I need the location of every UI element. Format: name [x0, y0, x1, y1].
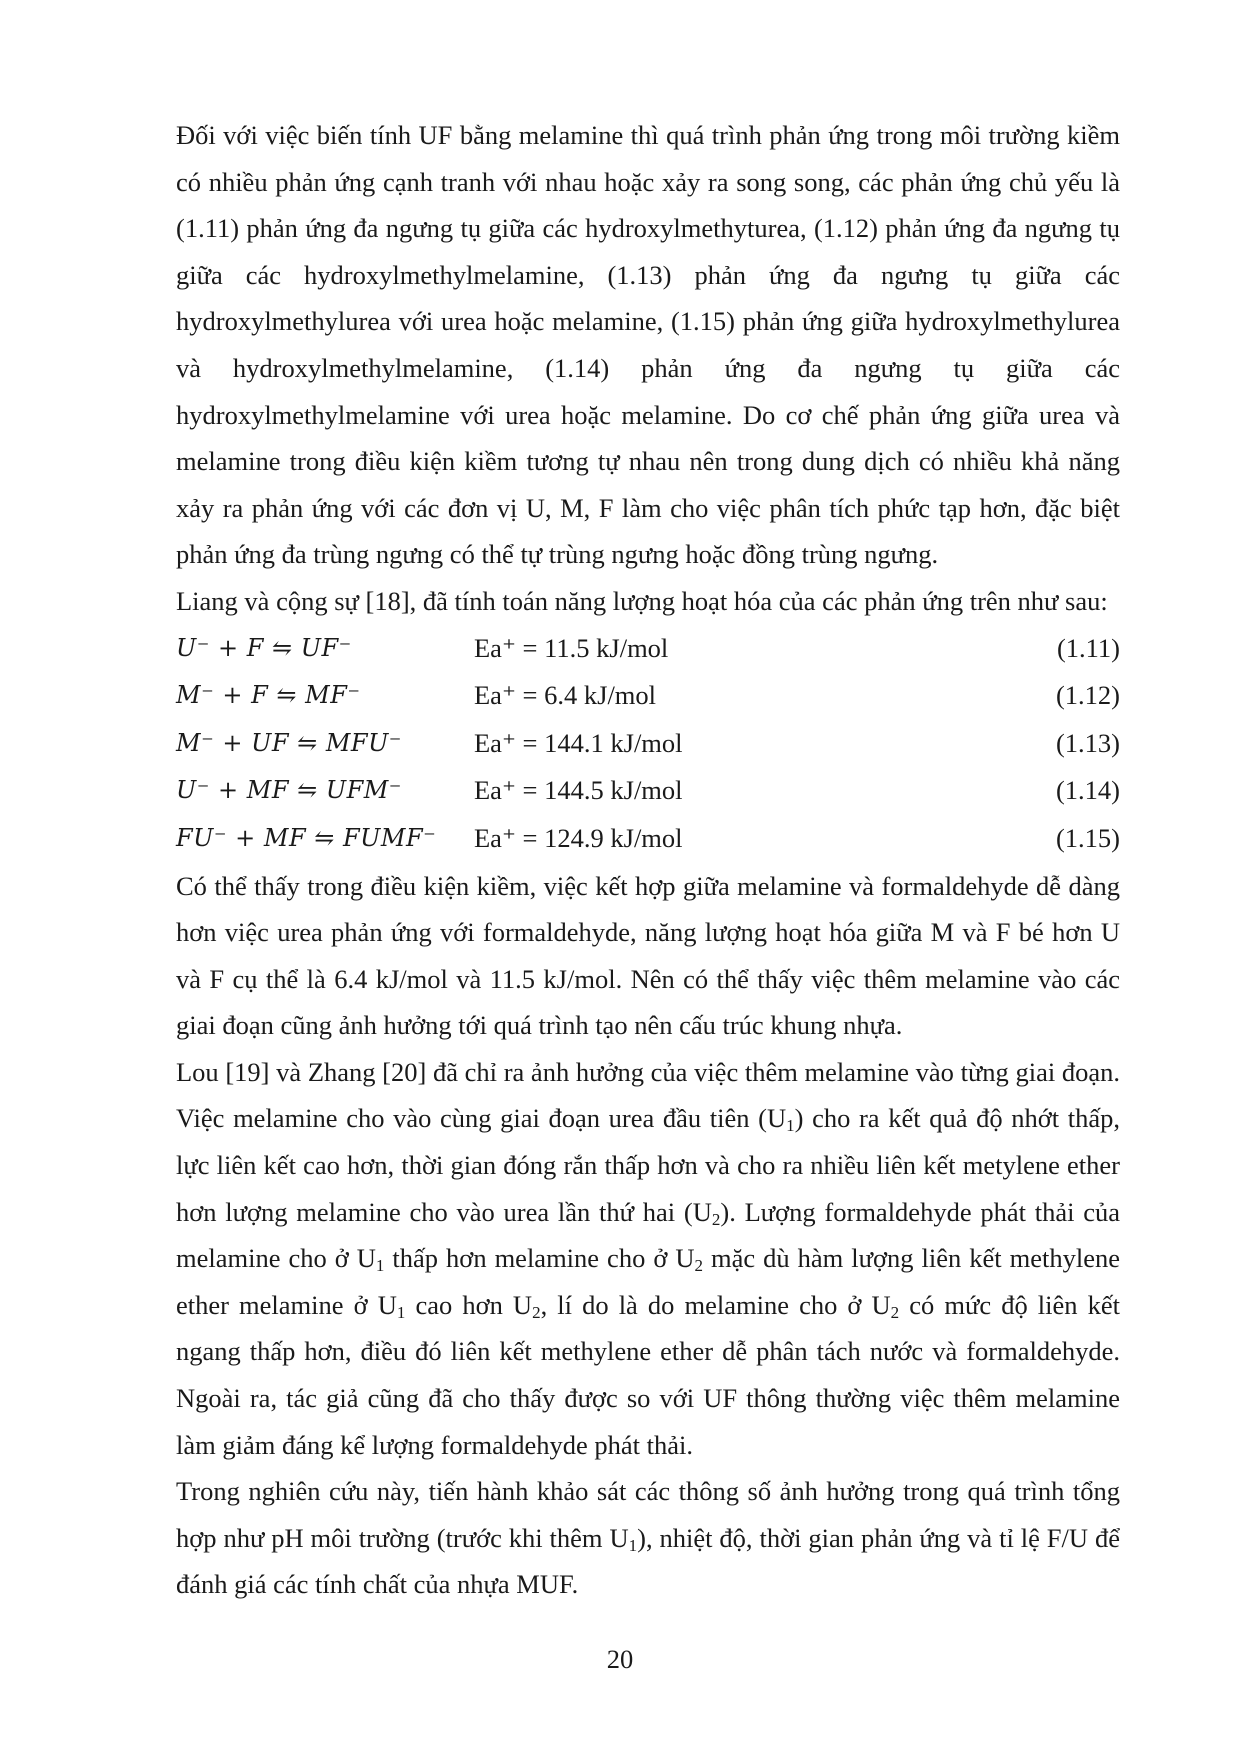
equation-formula: U⁻ + MF ⇋ UFM⁻	[176, 776, 402, 805]
equation-list	[176, 625, 1120, 863]
text-run: ) cho ra kết quả độ nhớt thấp, lực liên kết cao hơn, thời gian đóng rắn thấp hơn và cho ra nhiều liên kết metylene ether hơn lượng melamine cho vào urea lần thứ hai (U	[176, 1103, 1121, 1227]
equation-formula: FU⁻ + MF ⇋ FUMF⁻	[176, 823, 437, 852]
paragraph-liang-intro: Liang và cộng sự [18], đã tính toán năng lượng hoạt hóa của các phản ứng trên như sau:	[176, 585, 1108, 616]
equation-number: (1.11)	[1056, 632, 1120, 663]
equation-number: (1.15)	[1055, 822, 1120, 853]
equation-row	[176, 720, 1120, 768]
subscript: 2	[694, 1256, 703, 1276]
text-run: , lí do là do melamine cho ở U	[540, 1289, 891, 1320]
text-run: cao hơn U	[405, 1289, 533, 1320]
text-run: mặc dù hàm lượng liên kết methylene ether melamine ở U	[176, 1243, 1120, 1320]
page-number: 20	[606, 1644, 634, 1674]
paragraph-this-study	[176, 1468, 1120, 1608]
subscript: 1	[375, 1256, 385, 1276]
paragraph-melamine-modification: Đối với việc biến tính UF bằng melamine thì quá trình phản ứng trong môi trường kiềm có nhiều phản ứng cạnh tranh với nhau hoặc xảy ra song song, các phản ứng chủ yếu là (1.11) phản ứng đa ngưng tụ giữa các hydroxylmethyturea, (1.12) phản ứng đa ngưng tụ giữa các hydroxylmethylmelamine, (1.13) phản ứng đa ngưng tụ giữa các hydroxylmethylurea với urea hoặc melamine, (1.15) phản ứng giữa hydroxylmethylurea và hydroxylmethylmelamine, (1.14) phản ứng đa ngưng tụ giữa các hydroxylmethylmelamine với urea hoặc melamine. Do cơ chế phản ứng giữa urea và melamine trong điều kiện kiềm tương tự nhau nên trong dung dịch có nhiều khả năng xảy ra phản ứng với các đơn vị U, M, F làm cho việc phân tích phức tạp hơn, đặc biệt phản ứng đa trùng ngưng có thể tự trùng ngưng hoặc đồng trùng ngưng.	[176, 120, 1120, 570]
subscript: 2	[711, 1209, 721, 1229]
equation-row	[176, 672, 1120, 720]
equation-energy: Ea⁺ = 144.5 kJ/mol	[474, 775, 683, 806]
text-run: ). Lượng formaldehyde phát thải của melamine cho ở U	[176, 1196, 1120, 1274]
equation-energy: Ea⁺ = 124.9 kJ/mol	[474, 822, 683, 853]
text-run: thấp hơn melamine cho ở U	[384, 1243, 695, 1274]
text-run: Trong nghiên cứu này, tiến hành khảo sát các thông số ảnh hưởng trong quá trình tổng hợp như pH môi trường (trước khi thêm U	[176, 1476, 1120, 1553]
paragraph-alkaline-observation: Có thể thấy trong điều kiện kiềm, việc kết hợp giữa melamine và formaldehyde dễ dàng hơn việc urea phản ứng với formaldehyde, năng lượng hoạt hóa giữa M và F bé hơn U và F cụ thể là 6.4 kJ/mol và 11.5 kJ/mol. Nên có thể thấy việc thêm melamine vào các giai đoạn cũng ảnh hưởng tới quá trình tạo nên cấu trúc khung nhựa.	[176, 870, 1120, 1041]
equation-formula: U⁻ + F ⇋ UF⁻	[176, 633, 352, 662]
subscript: 2	[890, 1302, 900, 1322]
equation-energy: Ea⁺ = 11.5 kJ/mol	[474, 632, 669, 663]
equation-formula: M⁻ + UF ⇋ MFU⁻	[176, 728, 402, 757]
equation-row	[176, 767, 1120, 815]
equation-energy: Ea⁺ = 144.1 kJ/mol	[474, 727, 683, 758]
subscript: 2	[532, 1302, 541, 1322]
equation-number: (1.14)	[1055, 775, 1120, 806]
equation-row	[176, 625, 1120, 673]
subscript: 1	[396, 1302, 406, 1322]
equation-energy: Ea⁺ = 6.4 kJ/mol	[474, 680, 657, 711]
paragraph-lou-zhang	[176, 1049, 1120, 1468]
text-run: có mức độ liên kết ngang thấp hơn, điều đó liên kết methylene ether dễ phân tách nước và formaldehyde. Ngoài ra, tác giả cũng đã cho thấy được so với UF thông thường việc thêm melamine làm giảm đáng kể lượng formaldehyde phát thải.	[176, 1289, 1120, 1460]
text-run: ), nhiệt độ, thời gian phản ứng và tỉ lệ F/U để đánh giá các tính chất của nhựa MUF.	[176, 1522, 1120, 1600]
equation-number: (1.13)	[1055, 727, 1120, 758]
equation-number: (1.12)	[1055, 680, 1120, 711]
equation-row	[176, 815, 1120, 863]
page-body	[176, 112, 1120, 1608]
equation-formula: M⁻ + F ⇋ MF⁻	[176, 681, 361, 710]
subscript: 1	[628, 1535, 638, 1555]
text-run: Lou [19] và Zhang [20] đã chỉ ra ảnh hưởng của việc thêm melamine vào từng giai đoạn. Việc melamine cho vào cùng giai đoạn urea đầu tiên (U	[176, 1056, 1120, 1134]
subscript: 1	[786, 1116, 795, 1136]
